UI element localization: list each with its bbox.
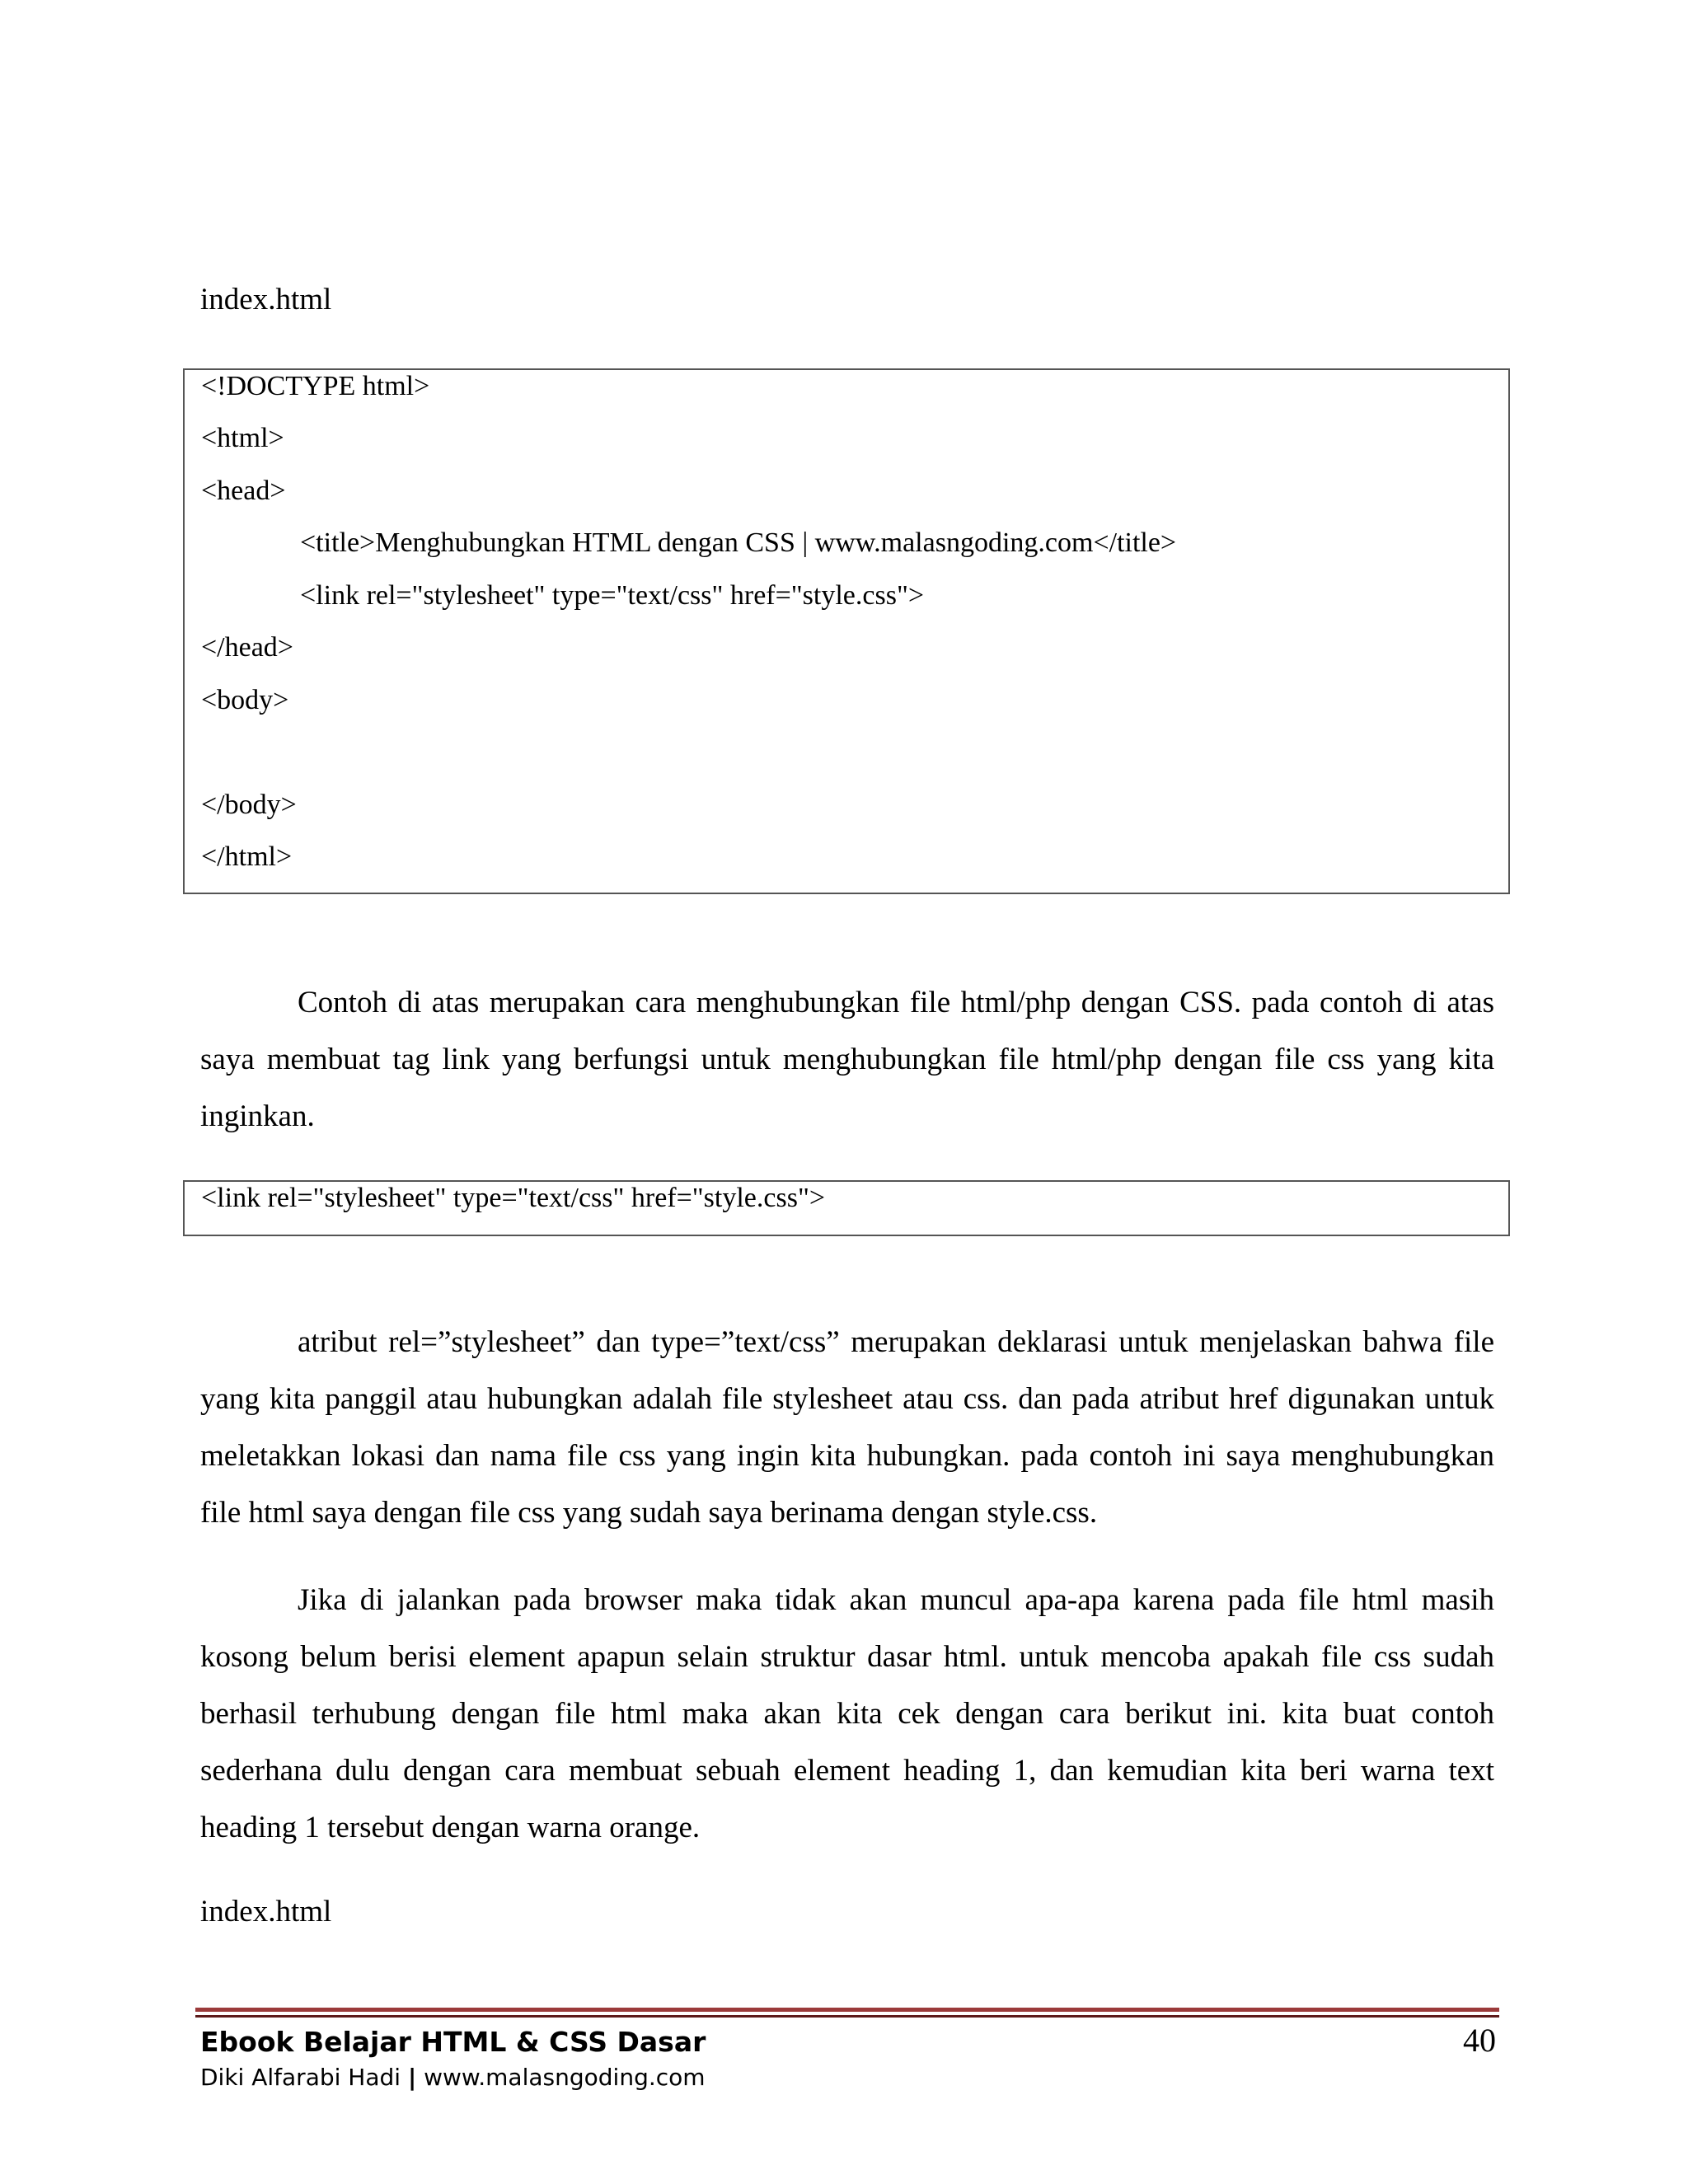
footer-separator: |	[407, 2064, 417, 2091]
code-line: <link rel="stylesheet" type="text/css" href="style.css">	[300, 580, 924, 611]
paragraph-text: Jika di jalankan pada browser maka tidak akan muncul apa-apa karena pada file html masih kosong belum berisi element apapun selain struktur dasar html. untuk mencoba apakah file css sudah berhasil terhubung dengan file html maka akan kita cek dengan cara berikut ini. kita buat contoh sederhana dulu dengan cara membuat sebuah element heading 1, dan kemudian kita beri warna text heading 1 tersebut dengan warna orange.	[200, 1583, 1494, 1844]
page-number: 40	[1463, 2022, 1496, 2059]
code-line: <head>	[201, 476, 286, 506]
paragraph-explanation-2	[200, 1314, 1494, 1541]
footer-author-line	[200, 2062, 706, 2093]
footer-book-title: Ebook Belajar HTML & CSS Dasar	[200, 2026, 706, 2058]
file-label-index-html-2: index.html	[200, 1895, 332, 1929]
code-line: <body>	[201, 685, 289, 715]
footer-website: www.malasngoding.com	[424, 2064, 706, 2091]
code-line: <!DOCTYPE html>	[201, 371, 430, 401]
file-label-index-html: index.html	[200, 283, 332, 316]
paragraph-text: Contoh di atas merupakan cara menghubungkan file html/php dengan CSS. pada contoh di atas saya membuat tag link yang berfungsi untuk menghubungkan file html/php dengan file css yang kita inginkan.	[200, 986, 1494, 1133]
code-line: <link rel="stylesheet" type="text/css" href="style.css">	[201, 1183, 825, 1213]
code-line: </head>	[201, 632, 293, 663]
code-line: </body>	[201, 790, 297, 820]
code-line: <title>Menghubungkan HTML dengan CSS | www.malasngoding.com</title>	[300, 527, 1177, 558]
code-block-index-html	[183, 368, 1510, 894]
code-block-link-tag	[183, 1180, 1510, 1236]
footer-rule-bottom	[195, 2015, 1499, 2018]
paragraph-explanation-1	[200, 974, 1494, 1145]
paragraph-text: atribut rel=”stylesheet” dan type=”text/css” merupakan deklarasi untuk menjelaskan bahwa file yang kita panggil atau hubungkan adalah file stylesheet atau css. dan pada atribut href digunakan untuk meletakkan lokasi dan nama file css yang ingin kita hubungkan. pada contoh ini saya menghubungkan file html saya dengan file css yang sudah saya berinama dengan style.css.	[200, 1325, 1494, 1530]
code-line: <html>	[201, 423, 284, 453]
paragraph-explanation-3	[200, 1572, 1494, 1856]
footer-rule-top	[195, 2008, 1499, 2012]
code-line: </html>	[201, 841, 293, 872]
footer-author: Diki Alfarabi Hadi	[200, 2064, 401, 2091]
